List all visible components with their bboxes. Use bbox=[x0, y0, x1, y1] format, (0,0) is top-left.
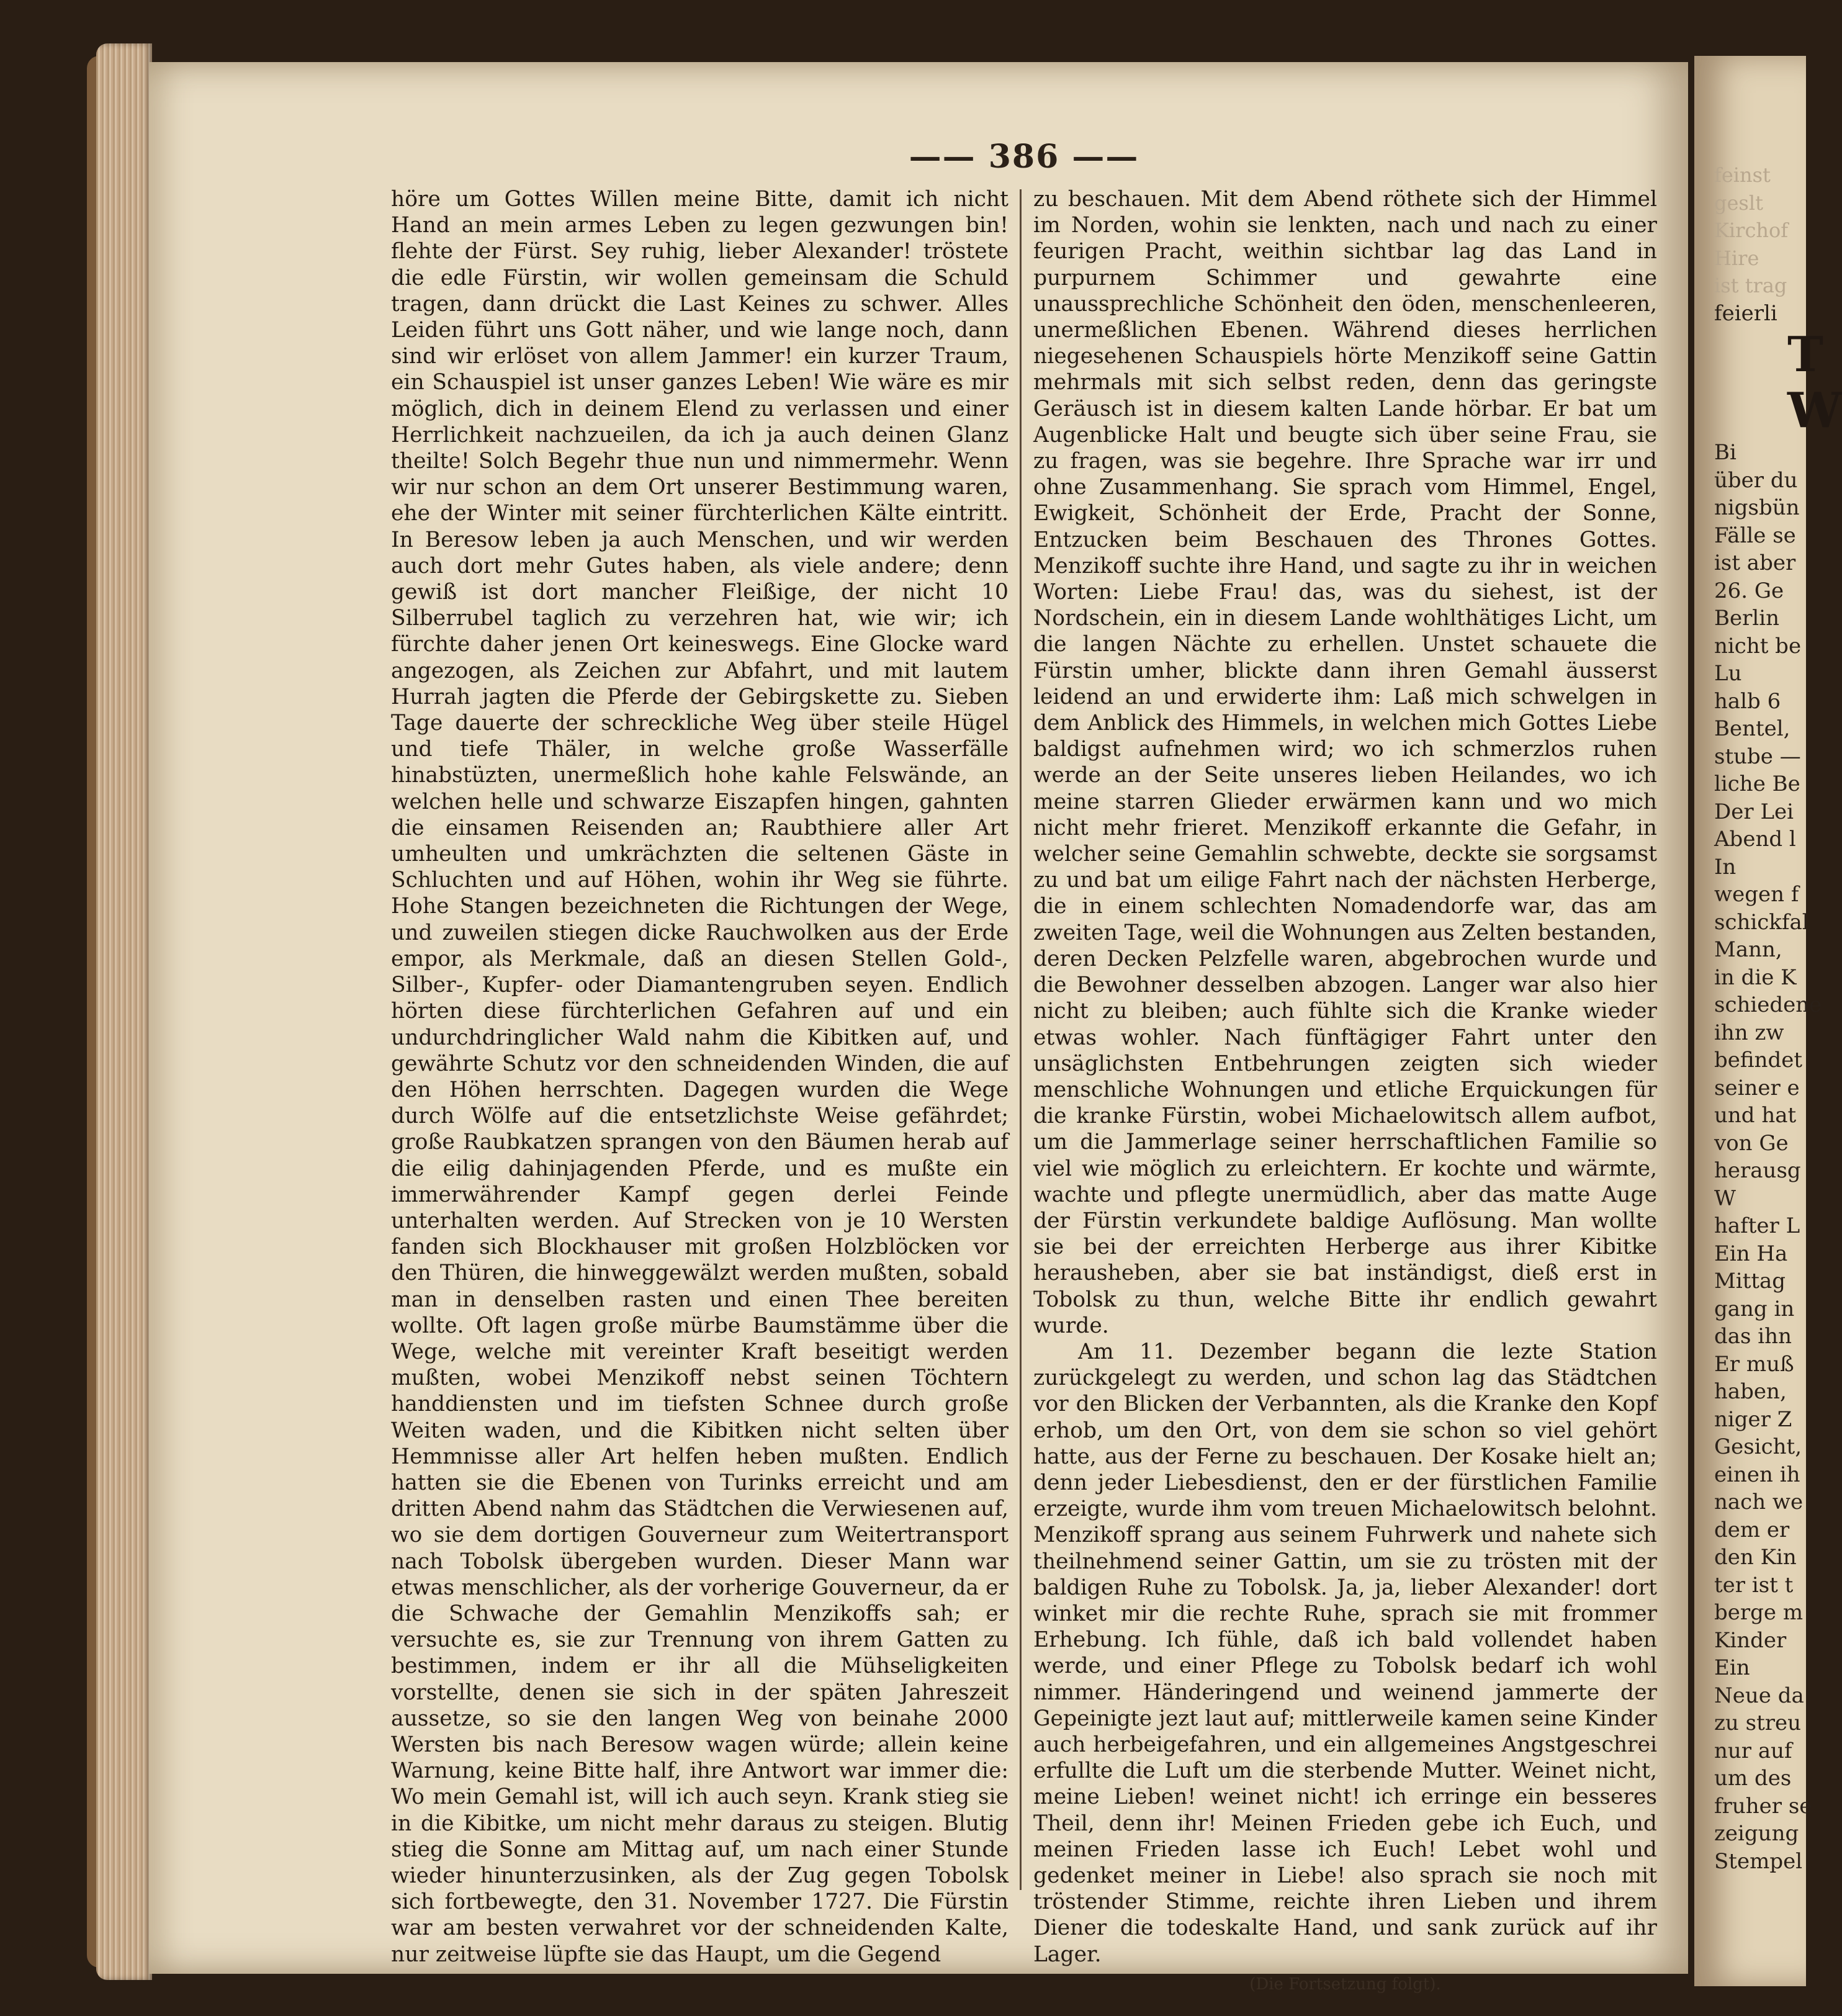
adjacent-page-line: den Kin bbox=[1714, 1545, 1797, 1570]
page-edges bbox=[96, 43, 152, 1980]
adjacent-page-line: Hire bbox=[1714, 246, 1759, 270]
adjacent-page-line: Ein Ha bbox=[1714, 1241, 1788, 1266]
adjacent-page-line: W bbox=[1787, 382, 1842, 439]
adjacent-page-line: Stempel bbox=[1714, 1848, 1803, 1874]
adjacent-page-line: nur auf bbox=[1714, 1738, 1792, 1763]
adjacent-page-line: geslt bbox=[1714, 191, 1763, 215]
adjacent-page-line: haben, bbox=[1714, 1379, 1787, 1404]
adjacent-page-line: feierli bbox=[1714, 300, 1777, 326]
adjacent-page-line: berge m bbox=[1714, 1600, 1804, 1625]
adjacent-page-line: Mann, bbox=[1714, 937, 1782, 962]
left-column-text: höre um Gottes Willen meine Bitte, damit ich nicht Hand an mein armes Leben zu legen gezwungen bin! flehte der Fürst. Sey ruhig, lieber Alexander! tröstete die edle Fürstin, wir wollen gemeinsam die Schuld tragen, dann drückt die Last Keines zu schwer. Alles Leiden führt uns Gott näher, und wie lange noch, dann sind wir erlöset von allem Jammer! ein kurzer Traum, ein Schauspiel ist unser ganzes Leben! Wie wäre es mir möglich, dich in deinem Elend zu verlassen und einer Herrlichkeit nachzueilen, da ich ja auch deinen Glanz theilte! Solch Begehr thue nun und nimmermehr. Wenn wir nur schon an dem Ort unserer Bestimmung waren, ehe der Winter mit seiner fürchterlichen Kälte eintritt. In Beresow leben ja auch Menschen, und wir werden auch dort mehr Gutes haben, als viele andere; denn gewiß ist dort mancher Fleißige, der nicht 10 Silberrubel taglich zu verzehren hat, wie wir; ich fürchte daher jenen Ort keineswegs. Eine Glocke ward angezogen, als Zeichen zur Abfahrt, und mit lautem Hurrah jagten die Pferde der Gebirgskette zu. Sieben Tage dauerte der schreckliche Weg über steile Hügel und tiefe Thäler, in welche große Wasserfälle hinabstüzten, unermeßlich hohe kahle Felswände, an welchen helle und schwarze Eiszapfen hingen, gahnten die einsamen Reisenden an; Raubthiere aller Art umheulten und umkrächzten die seltenen Gäste in Schluchten und auf Höhen, wohin ihr Weg sie führte. Hohe Stangen bezeichneten die Richtungen der Wege, und zuweilen stiegen dicke Rauchwolken aus der Erde empor, als Merkmale, daß an diesen Stellen Gold-, Silber-, Kupfer- oder Diamantengruben seyen. Endlich hörten diese fürchterlichen Gefahren auf und ein undurchdringlicher Wald nahm die Kibitken auf, und gewährte Schutz vor den schneidenden Winden, die auf den Höhen herrschten. Dagegen wurden die Wege durch Wölfe auf die entsetzlichste Weise gefährdet; große Raubkatzen sprangen von den Bäumen herab auf die eilig dahinjagenden Pferde, und es mußte ein immerwährender Kampf gegen derlei Feinde unterhalten werden. Auf Strecken von je 10 Wersten fanden sich Blockhauser mit großen Holzblöcken vor den Thüren, die hinweggewälzt werden mußten, sobald man in denselben rasten und einen Thee bereiten wollte. Oft lagen große mürbe Baumstämme über die Wege, welche mit vereinter Kraft beseitigt werden mußten, wobei Menzikoff nebst seinen Töchtern handdiensten und im tiefsten Schnee durch große Weiten waden, und die Kibitken nicht selten über Hemmnisse aller Art helfen heben mußten. Endlich hatten sie die Ebenen von Turinks erreicht und am dritten Abend nahm das Städtchen die Verwiesenen auf, wo sie dem dortigen Gouverneur zum Weitertransport nach Tobolsk übergeben wurden. Dieser Mann war etwas menschlicher, als der vorherige Gouverneur, da er die Schwache der Gemahlin Menzikoffs sah; er versuchte es, sie zur Trennung von ihrem Gatten zu bestimmen, indem er ihr all die Mühseligkeiten vorstellte, denen sie sich in der späten Jahreszeit aussetze, so sie den langen Weg von beinahe 2000 Wersten bis nach Beresow wagen würde; allein keine Warnung, keine Bitte half, ihre Antwort war immer die: Wo mein Gemahl ist, will ich auch seyn. Krank stieg sie in die Kibitke, um nicht mehr daraus zu steigen. Blutig stieg die Sonne am Mittag auf, um nach einer Stunde wieder hinunterzusinken, als der Zug gegen Tobolsk sich fortbewegte, den 31. November 1727. Die Fürstin war am besten verwahret vor der schneidenden Kalte, nur zeitweise lüpfte sie das Haupt, um die Gegend bbox=[391, 187, 1009, 1967]
adjacent-page-line: ter ist t bbox=[1714, 1572, 1794, 1598]
adjacent-page-line: T bbox=[1787, 326, 1824, 383]
adjacent-page-line: Kirchof bbox=[1714, 218, 1789, 242]
adjacent-page-line: in die K bbox=[1714, 965, 1797, 990]
adjacent-page-line: feinst bbox=[1714, 163, 1771, 187]
page-header: —— 386 —— bbox=[909, 138, 1139, 176]
adjacent-page-line: Gesicht, bbox=[1714, 1434, 1802, 1459]
adjacent-page-line: schiedene bbox=[1714, 992, 1822, 1017]
adjacent-page-line: ist trag bbox=[1714, 274, 1787, 297]
adjacent-page-line: Mittag bbox=[1714, 1269, 1786, 1294]
adjacent-page-line: Bi bbox=[1714, 440, 1736, 465]
adjacent-page-line: seiner e bbox=[1714, 1075, 1800, 1100]
adjacent-page-text bbox=[1694, 161, 1842, 1875]
adjacent-page-line: zu streu bbox=[1714, 1711, 1802, 1735]
adjacent-page-line: herausg bbox=[1714, 1158, 1801, 1183]
right-column-paragraph-1: zu beschauen. Mit dem Abend röthete sich der Himmel im Norden, wohin sie lenkten, nach und nach zu einer feurigen Pracht, weithin sichtbar lag das Land in purpurnem Schimmer und gewahrte eine unaussprechliche Schönheit den öden, menschenleeren, unermeßlichen Ebenen. Während dieses herrlichen niegesehenen Schauspiels hörte Menzikoff seine Gattin mehrmals mit sich selbst reden, denn das geringste Geräusch ist in diesem kalten Lande hörbar. Er bat um Augenblicke Halt und beugte sich über seine Frau, sie zu fragen, was sie begehre. Ihre Sprache war irr und ohne Zusammenhang. Sie sprach vom Himmel, Engel, Ewigkeit, Schönheit der Erde, Pracht der Sonne, Entzucken beim Beschauen des Thrones Gottes. Menzikoff suchte ihre Hand, und sagte zu ihr in weichen Worten: Liebe Frau! das, was du siehest, ist der Nordschein, ein in diesem Lande wohlthätiges Licht, um die langen Nächte zu erhellen. Unstet schauete die Fürstin umher, blickte dann ihren Gemahl äusserst leidend an und erwiderte ihm: Laß mich schwelgen in dem Anblick des Himmels, in welchen mich Gottes Liebe baldigst aufnehmen wird; wo ich schmerzlos ruhen werde an der Seite unseres lieben Heilandes, wo ich meine starren Glieder erwärmen kann und wo mich nicht mehr frieret. Menzikoff erkannte die Gefahr, in welcher seine Gemahlin schwebte, deckte sie sorgsamst zu und bat um eilige Fahrt nach der nächsten Herberge, die in einem schlechten Nomadendorfe war, das am zweiten Tage, weil die Wohnungen aus Zelten bestanden, deren Decken Pelzfelle waren, abgebrochen wurde und die Bewohner desselben abzogen. Langer war also hier nicht zu bleiben; auch fühlte sich die Kranke wieder etwas wohler. Nach fünftägiger Fahrt unter den unsäglichsten Entbehrungen zeigten sich wieder menschliche Wohnungen und etliche Erquickungen für die kranke Fürstin, wobei Michaelowitsch allem aufbot, um die Jammerlage seiner herrschaftlichen Familie so viel wie möglich zu erleichtern. Er kochte und wärmte, wachte und pflegte unermüdlich, aber das matte Auge der Fürstin verkundete baldige Auflösung. Man wollte sie bei der erreichten Herberge aus ihrer Kibitke herausheben, aber sie bat inständigst, dieß erst in Tobolsk zu thun, welche Bitte ihr endlich gewahrt wurde. bbox=[1033, 187, 1657, 1338]
left-column bbox=[391, 186, 1009, 1968]
continuation-note: (Die Fortsetzung folgt). bbox=[1249, 1974, 1441, 1994]
adjacent-page-line: Der Lei bbox=[1714, 799, 1794, 824]
adjacent-page-line: Neue da bbox=[1714, 1683, 1804, 1708]
adjacent-page-line: halb 6 bbox=[1714, 688, 1781, 714]
adjacent-page-line: über du bbox=[1714, 467, 1798, 493]
adjacent-page-line: ihn zw bbox=[1714, 1020, 1784, 1045]
adjacent-page-line: 26. Ge bbox=[1714, 578, 1784, 603]
adjacent-page-line: gang in bbox=[1714, 1296, 1795, 1321]
adjacent-page-line: Bentel, bbox=[1714, 716, 1790, 741]
adjacent-page-line: Berlin bbox=[1714, 606, 1780, 631]
adjacent-page-line: um des bbox=[1714, 1766, 1792, 1791]
adjacent-page-line: von Ge bbox=[1714, 1130, 1789, 1156]
adjacent-page-line: dem er bbox=[1714, 1517, 1790, 1542]
adjacent-page-line: niger Z bbox=[1714, 1406, 1792, 1432]
adjacent-page-line: befindet bbox=[1714, 1048, 1803, 1073]
adjacent-page-line: ist aber bbox=[1714, 551, 1796, 575]
adjacent-page-line: Kinder bbox=[1714, 1627, 1787, 1653]
adjacent-page-line: fruher se bbox=[1714, 1793, 1812, 1819]
adjacent-page-line: einen ih bbox=[1714, 1462, 1800, 1487]
right-column-paragraph-2: Am 11. Dezember begann die lezte Station zurückgelegt zu werden, und schon lag das Städtchen vor den Blicken der Verbannten, als die Kranke den Kopf erhob, um den Ort, von dem sie schon so viel gehört hatte, aus der Ferne zu beschauen. Der Kosake hielt an; denn jeder Liebesdienst, den er der fürstlichen Familie erzeigte, wurde ihm vom treuen Michaelowitsch belohnt. Menzikoff sprang aus seinem Fuhrwerk und nahete sich theilnehmend seiner Gattin, um sie zu trösten mit der baldigen Ruhe zu Tobolsk. Ja, ja, lieber Alexander! dort winket mir die rechte Ruhe, sprach sie mit frommer Erhebung. Ich fühle, daß ich bald vollendet haben werde, und einer Pflege zu Tobolsk bedarf ich wohl nimmer. Händeringend und weinend jammerte der Gepeinigte jezt laut auf; mittlerweile kamen seine Kinder auch herbeigefahren, und ein allgemeines Angstgeschrei erfullte die Luft um die sterbende Mutter. Weinet nicht, meine Lieben! weinet nicht! ich erringe ein besseres Theil, denn ihr! Meinen Frieden gebe ich Euch, und meinen Frieden lasse ich Euch! Lebet wohl und gedenket meiner in Liebe! also sprach sie noch mit tröstender Stimme, reichte ihren Lieben und ihrem Diener die todeskalte Hand, und sank zurück auf ihr Lager. bbox=[1033, 1339, 1657, 1967]
adjacent-page-line: und hat bbox=[1714, 1103, 1797, 1128]
adjacent-page-line: nach we bbox=[1714, 1490, 1804, 1514]
adjacent-page-line: Abend l bbox=[1714, 827, 1796, 852]
adjacent-page bbox=[1694, 56, 1842, 1986]
adjacent-page-line: Fälle se bbox=[1714, 523, 1796, 548]
adjacent-page-line: nigsbün bbox=[1714, 495, 1800, 520]
adjacent-page-line: das ihn bbox=[1714, 1324, 1792, 1349]
adjacent-page-line: stube — bbox=[1714, 744, 1801, 769]
adjacent-page-line: hafter L bbox=[1714, 1213, 1800, 1238]
adjacent-page-line: In bbox=[1714, 854, 1736, 880]
adjacent-page-line: Lu bbox=[1714, 661, 1742, 686]
column-divider bbox=[1020, 189, 1022, 1890]
adjacent-page-line: zeigung bbox=[1714, 1821, 1799, 1846]
right-column bbox=[1033, 186, 1657, 1995]
adjacent-page-line: Ein bbox=[1714, 1655, 1750, 1680]
adjacent-page-line: wegen f bbox=[1714, 882, 1799, 907]
adjacent-page-line: W bbox=[1714, 1186, 1736, 1211]
adjacent-page-line: Er muß bbox=[1714, 1351, 1794, 1377]
adjacent-page-line: schickfal bbox=[1714, 909, 1809, 935]
adjacent-page-line: nicht be bbox=[1714, 633, 1802, 659]
adjacent-page-line: liche Be bbox=[1714, 772, 1800, 796]
